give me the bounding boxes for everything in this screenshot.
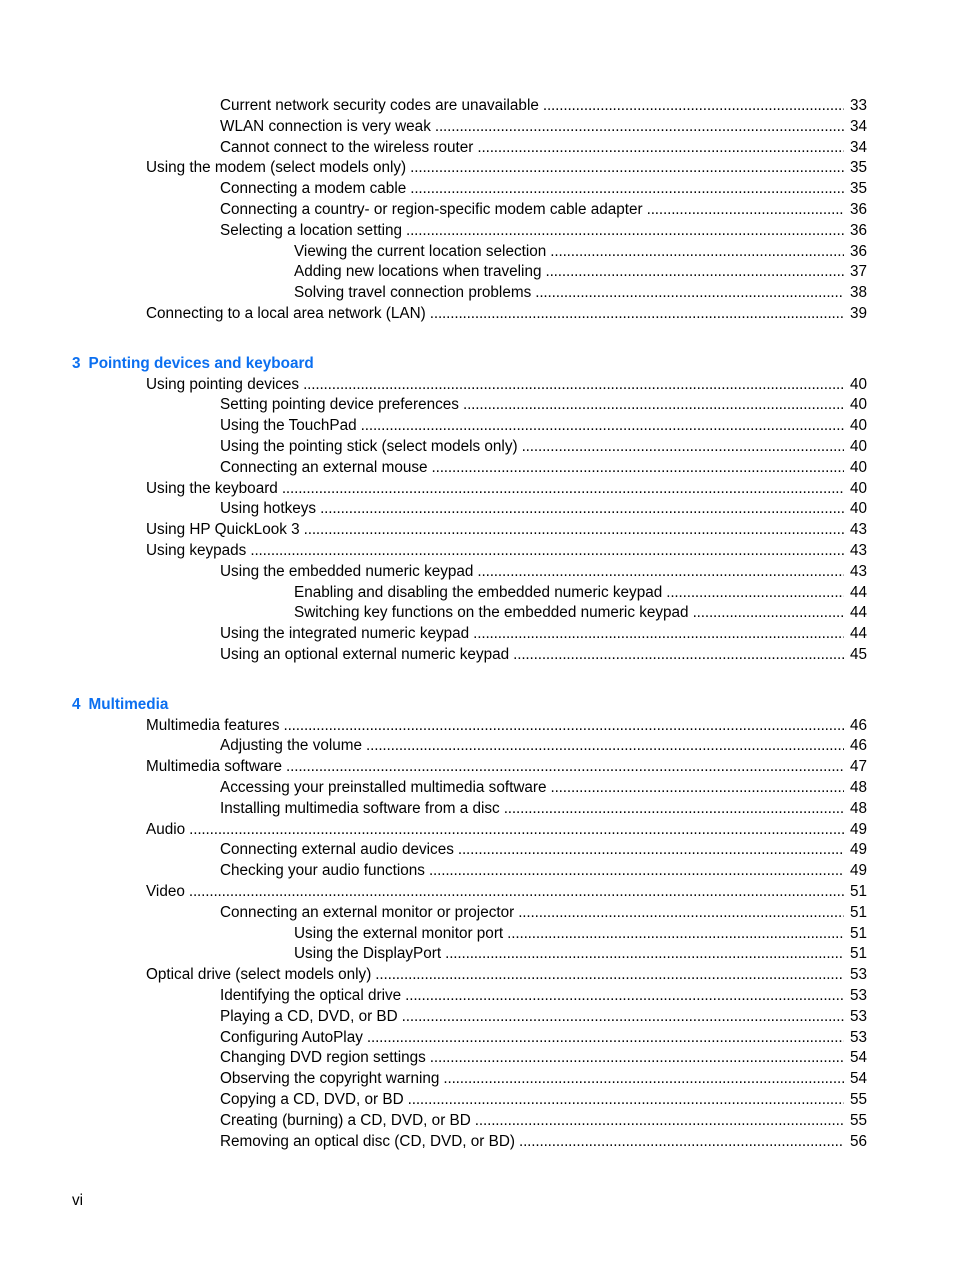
chapter-heading[interactable] xyxy=(72,695,168,715)
chapter-title: Pointing devices and keyboard xyxy=(88,354,314,372)
toc-entry[interactable] xyxy=(294,583,867,603)
toc-entry-page: 53 xyxy=(849,987,867,1004)
toc-entry-page: 53 xyxy=(849,966,867,984)
toc-entry-title: Video xyxy=(146,883,185,900)
toc-entry-title: Enabling and disabling the embedded numeric keypad xyxy=(294,583,663,601)
toc-entry-page: 33 xyxy=(849,97,867,114)
toc-entry-title: Using the external monitor port xyxy=(294,924,504,942)
toc-entry[interactable] xyxy=(220,986,867,1006)
dot-leader xyxy=(666,583,844,603)
page-number: vi xyxy=(72,1192,84,1209)
toc-entry[interactable] xyxy=(220,778,867,798)
toc-entry-title: Identifying the optical drive xyxy=(220,987,402,1004)
chapter-number: 3 xyxy=(72,354,81,372)
toc-entry[interactable] xyxy=(146,965,867,985)
dot-leader xyxy=(647,200,844,220)
toc-entry-page: 53 xyxy=(849,1007,867,1025)
toc-entry-page: 44 xyxy=(849,604,867,622)
dot-leader xyxy=(550,242,844,262)
dot-leader xyxy=(518,903,844,923)
toc-entry-title: Changing DVD region settings xyxy=(220,1049,426,1067)
toc-entry-page: 40 xyxy=(849,479,867,497)
toc-entry-page: 36 xyxy=(849,221,867,239)
toc-entry-title: Connecting a country- or region-specific modem cable adapter xyxy=(220,201,643,218)
chapter-title: Multimedia xyxy=(88,695,169,713)
dot-leader xyxy=(432,458,844,478)
dot-leader xyxy=(475,1111,844,1131)
toc-entry[interactable] xyxy=(220,96,867,116)
toc-entry-title: Multimedia features xyxy=(146,716,280,734)
toc-entry[interactable] xyxy=(220,799,867,819)
dot-leader xyxy=(504,799,844,819)
toc-entry[interactable] xyxy=(220,1069,867,1089)
toc-entry[interactable] xyxy=(146,716,867,736)
toc-entry-page: 46 xyxy=(849,716,867,734)
toc-entry[interactable] xyxy=(220,1111,867,1131)
toc-entry-page: 54 xyxy=(849,1049,867,1067)
toc-entry-page: 46 xyxy=(849,737,867,755)
toc-entry-page: 55 xyxy=(849,1091,867,1108)
toc-entry[interactable] xyxy=(220,395,867,415)
dot-leader xyxy=(507,924,844,944)
toc-entry-title: Using hotkeys xyxy=(220,500,317,518)
dot-leader xyxy=(435,117,844,137)
toc-entry[interactable] xyxy=(220,221,867,241)
toc-entry-page: 53 xyxy=(849,1028,867,1046)
toc-entry-page: 40 xyxy=(849,375,867,393)
toc-entry-page: 36 xyxy=(849,242,867,260)
dot-leader xyxy=(366,736,844,756)
toc-entry[interactable] xyxy=(146,541,867,561)
dot-leader xyxy=(477,138,844,158)
toc-entry-title: Creating (burning) a CD, DVD, or BD xyxy=(220,1111,471,1129)
toc-entry[interactable] xyxy=(220,499,867,519)
dot-leader xyxy=(282,479,844,499)
toc-entry-title: Using the keyboard xyxy=(146,479,278,497)
dot-leader xyxy=(361,416,844,436)
toc-entry-page: 44 xyxy=(849,583,867,601)
toc-entry-page: 54 xyxy=(849,1070,867,1088)
toc-entry-title: Removing an optical disc (CD, DVD, or BD) xyxy=(220,1132,515,1150)
toc-entry-page: 49 xyxy=(849,862,867,880)
toc-entry-title: Using the pointing stick (select models only) xyxy=(220,438,518,455)
toc-entry-title: Connecting external audio devices xyxy=(220,841,454,859)
toc-entry[interactable] xyxy=(220,416,867,436)
toc-entry[interactable] xyxy=(146,375,867,395)
dot-leader xyxy=(693,603,844,623)
toc-entry-title: WLAN connection is very weak xyxy=(220,117,431,135)
toc-entry-page: 40 xyxy=(849,500,867,518)
toc-entry-title: Audio xyxy=(146,820,186,838)
dot-leader xyxy=(402,1007,844,1027)
toc-entry-title: Using the integrated numeric keypad xyxy=(220,625,470,643)
toc-entry-title: Using keypads xyxy=(146,542,247,559)
toc-entry[interactable] xyxy=(220,1007,867,1027)
toc-entry-title: Connecting an external monitor or projector xyxy=(220,903,515,921)
toc-entry-title: Viewing the current location selection xyxy=(294,242,547,260)
dot-leader xyxy=(550,778,844,798)
toc-entry[interactable] xyxy=(220,624,867,644)
toc-entry-title: Adjusting the volume xyxy=(220,737,363,755)
toc-entry-title: Current network security codes are unavailable xyxy=(220,97,539,114)
dot-leader xyxy=(430,1048,844,1068)
toc-entry[interactable] xyxy=(220,903,867,923)
toc-entry-title: Accessing your preinstalled multimedia software xyxy=(220,779,547,796)
toc-entry-page: 48 xyxy=(849,779,867,796)
toc-entry-title: Setting pointing device preferences xyxy=(220,396,459,414)
dot-leader xyxy=(189,882,844,902)
toc-entry-page: 51 xyxy=(849,883,867,900)
toc-entry-title: Configuring AutoPlay xyxy=(220,1028,363,1046)
toc-entry-page: 43 xyxy=(849,521,867,539)
toc-entry-title: Selecting a location setting xyxy=(220,221,402,239)
dot-leader xyxy=(513,645,844,665)
toc-entry[interactable] xyxy=(294,262,867,282)
toc-entry-title: Checking your audio functions xyxy=(220,862,425,880)
dot-leader xyxy=(543,96,844,116)
toc-entry-title: Solving travel connection problems xyxy=(294,284,532,302)
toc-entry-page: 47 xyxy=(849,758,867,776)
toc-entry-title: Using an optional external numeric keypad xyxy=(220,646,510,663)
dot-leader xyxy=(303,375,844,395)
toc-entry[interactable] xyxy=(220,1028,867,1048)
dot-leader xyxy=(189,820,844,840)
toc-entry-title: Observing the copyright warning xyxy=(220,1070,440,1088)
dot-leader xyxy=(477,562,844,582)
toc-entry[interactable] xyxy=(146,304,867,324)
toc-entry-page: 48 xyxy=(849,799,867,817)
dot-leader xyxy=(535,283,844,303)
dot-leader xyxy=(320,499,844,519)
toc-entry-title: Switching key functions on the embedded numeric keypad xyxy=(294,604,689,622)
dot-leader xyxy=(406,221,844,241)
toc-entry[interactable] xyxy=(294,944,867,964)
dot-leader xyxy=(250,541,844,561)
chapter-heading[interactable] xyxy=(72,354,314,374)
dot-leader xyxy=(519,1132,844,1152)
toc-entry[interactable] xyxy=(220,200,867,220)
toc-entry[interactable] xyxy=(220,117,867,137)
toc-entry[interactable] xyxy=(146,757,867,777)
toc-entry[interactable] xyxy=(294,603,867,623)
toc-entry[interactable] xyxy=(220,1090,867,1110)
toc-entry[interactable] xyxy=(220,1132,867,1152)
toc-entry-page: 35 xyxy=(849,180,867,198)
toc-entry[interactable] xyxy=(220,736,867,756)
toc-entry[interactable] xyxy=(220,1048,867,1068)
toc-entry-title: Using HP QuickLook 3 xyxy=(146,521,300,539)
toc-entry-title: Using pointing devices xyxy=(146,375,300,393)
dot-leader xyxy=(545,262,844,282)
toc-entry[interactable] xyxy=(220,861,867,881)
toc-entry[interactable] xyxy=(294,242,867,262)
dot-leader xyxy=(458,840,844,860)
dot-leader xyxy=(283,716,844,736)
toc-entry[interactable] xyxy=(220,562,867,582)
toc-entry-page: 35 xyxy=(849,159,867,177)
toc-entry[interactable] xyxy=(146,479,867,499)
toc-entry-title: Connecting a modem cable xyxy=(220,180,407,198)
toc-entry[interactable] xyxy=(294,283,867,303)
toc-entry-title: Using the embedded numeric keypad xyxy=(220,562,474,580)
dot-leader xyxy=(286,757,844,777)
toc-entry-page: 36 xyxy=(849,201,867,218)
toc-entry[interactable] xyxy=(220,138,867,158)
toc-entry-page: 51 xyxy=(849,945,867,963)
toc-entry-title: Using the modem (select models only) xyxy=(146,159,407,177)
toc-entry-page: 37 xyxy=(849,263,867,281)
toc-entry-title: Using the TouchPad xyxy=(220,417,357,435)
dot-leader xyxy=(405,986,844,1006)
toc-entry-title: Using the DisplayPort xyxy=(294,945,442,963)
toc-entry-page: 39 xyxy=(849,305,867,322)
toc-entry-title: Multimedia software xyxy=(146,758,283,776)
toc-entry-page: 49 xyxy=(849,841,867,859)
toc-entry[interactable] xyxy=(146,158,867,178)
toc-entry-page: 38 xyxy=(849,284,867,302)
toc-entry-title: Optical drive (select models only) xyxy=(146,966,372,984)
toc-entry-page: 34 xyxy=(849,138,867,156)
dot-leader xyxy=(443,1069,844,1089)
toc-entry[interactable] xyxy=(220,645,867,665)
toc-entry-page: 40 xyxy=(849,458,867,476)
toc-entry-page: 51 xyxy=(849,903,867,921)
chapter-number: 4 xyxy=(72,695,81,713)
dot-leader xyxy=(445,944,844,964)
toc-entry-page: 40 xyxy=(849,438,867,455)
toc-entry[interactable] xyxy=(294,924,867,944)
toc-entry-title: Copying a CD, DVD, or BD xyxy=(220,1091,404,1108)
toc-entry-title: Cannot connect to the wireless router xyxy=(220,138,474,156)
dot-leader xyxy=(304,520,844,540)
toc-entry-page: 56 xyxy=(849,1132,867,1150)
toc-entry-page: 34 xyxy=(849,117,867,135)
dot-leader xyxy=(367,1028,844,1048)
toc-entry-page: 49 xyxy=(849,820,867,838)
dot-leader xyxy=(410,179,844,199)
toc-entry-title: Connecting to a local area network (LAN) xyxy=(146,305,426,322)
dot-leader xyxy=(429,861,844,881)
dot-leader xyxy=(408,1090,844,1110)
toc-entry-page: 55 xyxy=(849,1111,867,1129)
dot-leader xyxy=(463,395,844,415)
toc-entry[interactable] xyxy=(220,840,867,860)
toc-entry-page: 51 xyxy=(849,924,867,942)
toc-entry-page: 44 xyxy=(849,625,867,643)
toc-entry-title: Adding new locations when traveling xyxy=(294,263,542,281)
toc-entry-page: 45 xyxy=(849,646,867,663)
dot-leader xyxy=(410,158,844,178)
toc-entry-page: 43 xyxy=(849,542,867,559)
toc-entry[interactable] xyxy=(220,437,867,457)
toc-entry-title: Connecting an external mouse xyxy=(220,458,428,476)
toc-entry-title: Playing a CD, DVD, or BD xyxy=(220,1007,398,1025)
toc-entry[interactable] xyxy=(146,882,867,902)
dot-leader xyxy=(522,437,844,457)
dot-leader xyxy=(473,624,844,644)
toc-entry-title: Installing multimedia software from a disc xyxy=(220,799,500,817)
toc-entry-page: 43 xyxy=(849,562,867,580)
toc-entry[interactable] xyxy=(220,179,867,199)
toc-entry-page: 40 xyxy=(849,396,867,414)
toc-entry[interactable] xyxy=(220,458,867,478)
toc-entry[interactable] xyxy=(146,820,867,840)
toc-entry[interactable] xyxy=(146,520,867,540)
dot-leader xyxy=(375,965,844,985)
toc-entry-page: 40 xyxy=(849,417,867,435)
dot-leader xyxy=(430,304,844,324)
